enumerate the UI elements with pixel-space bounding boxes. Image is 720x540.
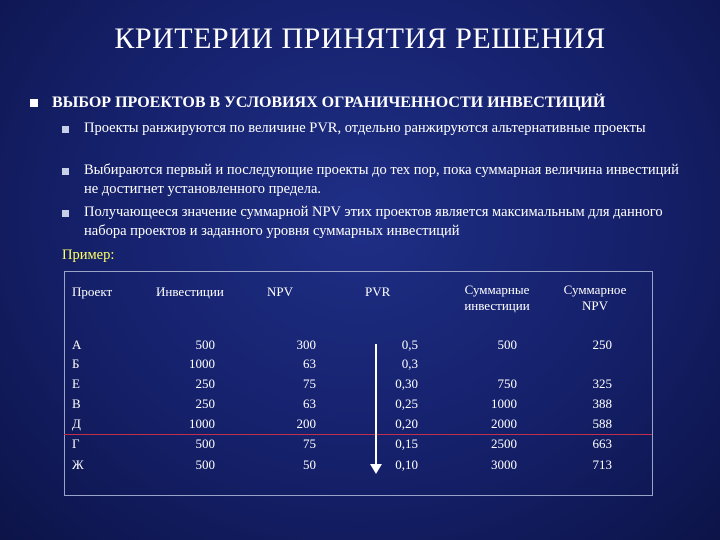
table-cell-inv: 500	[195, 337, 215, 352]
item-bullet-icon	[62, 126, 69, 133]
table-cell-project: А	[72, 337, 82, 352]
header-npv: NPV	[267, 284, 294, 299]
table-cell-pvr: 0,15	[395, 436, 418, 451]
table-cell-cum-inv: 750	[497, 376, 517, 391]
table-cell-pvr: 0,10	[395, 457, 418, 472]
table-cell-project: Д	[72, 416, 81, 431]
table-cell-inv: 250	[195, 376, 215, 391]
arrow-down-icon	[370, 464, 382, 474]
table-cell-npv: 75	[303, 376, 316, 391]
table-cell-inv: 250	[195, 396, 215, 411]
table-cell-inv: 500	[195, 457, 215, 472]
table-cell-npv: 63	[303, 356, 316, 371]
item-bullet-icon	[62, 210, 69, 217]
table-cell-project: Ж	[72, 457, 84, 472]
table-cell-npv: 63	[303, 396, 316, 411]
table-cell-project: Г	[72, 436, 80, 451]
table-cell-pvr: 0,3	[401, 356, 418, 371]
table-cell-inv: 500	[195, 436, 215, 451]
table-cell-npv: 75	[303, 436, 316, 451]
table-cell-project: Б	[72, 356, 80, 371]
table-cell-npv: 50	[303, 457, 316, 472]
table-cell-npv: 300	[296, 337, 316, 352]
list-item: Проекты ранжируются по величине PVR, отдельно ранжируются альтернативные проекты	[84, 120, 646, 136]
table-cell-npv: 200	[296, 416, 316, 431]
header-pvr: PVR	[365, 284, 391, 299]
header-project: Проект	[72, 284, 113, 299]
table-cell-cum-npv: 388	[592, 396, 612, 411]
limit-line	[64, 434, 652, 435]
example-label: Пример:	[62, 247, 115, 263]
table-cell-cum-npv: 250	[592, 337, 612, 352]
table-cell-project: Е	[72, 376, 80, 391]
table-cell-pvr: 0,20	[395, 416, 418, 431]
header-investments: Инвестиции	[156, 284, 224, 299]
table-cell-pvr: 0,5	[401, 337, 418, 352]
table-cell-cum-inv: 3000	[491, 457, 517, 472]
heading-bullet-icon	[30, 99, 38, 107]
table-cell-cum-inv: 2500	[491, 436, 517, 451]
list-item: Выбираются первый и последующие проекты до тех пор, пока суммарная величина инвестиций не достигнет установленного предела.	[84, 162, 679, 197]
table-cell-pvr: 0,25	[395, 396, 418, 411]
table-cell-inv: 1000	[189, 356, 215, 371]
header-cum-npv: Суммарное NPV	[563, 282, 627, 313]
ranking-arrow	[375, 344, 377, 466]
section-heading: ВЫБОР ПРОЕКТОВ В УСЛОВИЯХ ОГРАНИЧЕННОСТИ ИНВЕСТИЦИЙ	[52, 94, 606, 111]
table-cell-inv: 1000	[189, 416, 215, 431]
list-item: Получающееся значение суммарной NPV этих проектов является максимальным для данного набора проектов и заданного уровня суммарных инвестиций	[84, 204, 663, 239]
item-bullet-icon	[62, 168, 69, 175]
table-cell-cum-npv: 713	[592, 457, 612, 472]
table-cell-cum-npv: 588	[592, 416, 612, 431]
table-cell-cum-inv: 2000	[491, 416, 517, 431]
table-cell-cum-npv: 325	[592, 376, 612, 391]
slide-title: КРИТЕРИИ ПРИНЯТИЯ РЕШЕНИЯ	[114, 22, 606, 55]
table-cell-cum-inv: 1000	[491, 396, 517, 411]
header-cum-investments: Суммарные инвестиции	[464, 282, 530, 313]
table-cell-cum-npv: 663	[592, 436, 612, 451]
table-cell-pvr: 0,30	[395, 376, 418, 391]
table-cell-cum-inv: 500	[497, 337, 517, 352]
table-cell-project: В	[72, 396, 81, 411]
